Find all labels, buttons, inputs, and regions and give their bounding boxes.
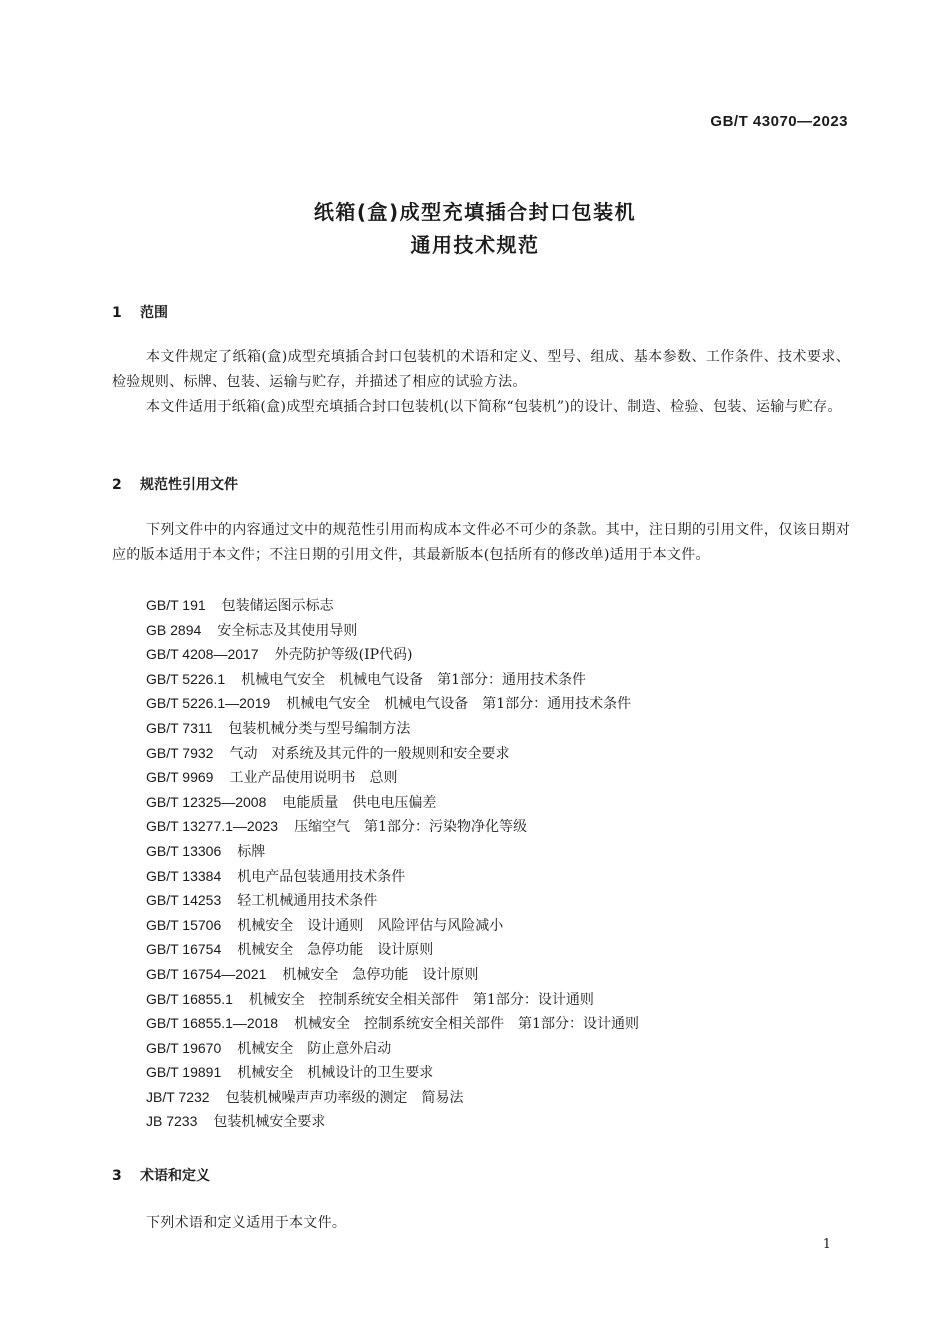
reference-code: GB 2894 xyxy=(146,621,202,638)
reference-item xyxy=(146,864,639,889)
reference-item xyxy=(146,839,639,864)
reference-item xyxy=(146,741,639,766)
section-heading-normative-references xyxy=(112,474,238,494)
reference-code: GB/T 19670 xyxy=(146,1039,222,1056)
section-title: 规范性引用文件 xyxy=(140,477,238,493)
reference-code: GB/T 15706 xyxy=(146,916,222,933)
reference-title: 外壳防护等级(IP代码) xyxy=(274,647,413,664)
reference-item xyxy=(146,1011,639,1036)
reference-title: 机械安全 急停功能 设计原则 xyxy=(282,966,479,983)
reference-item xyxy=(146,667,639,692)
reference-item xyxy=(146,691,639,716)
reference-item xyxy=(146,962,639,987)
reference-item xyxy=(146,716,639,741)
reference-code: JB 7233 xyxy=(146,1113,198,1130)
reference-title: 压缩空气 第1部分：污染物净化等级 xyxy=(294,819,527,836)
reference-code: GB/T 9969 xyxy=(146,769,214,786)
reference-code: GB/T 16754—2021 xyxy=(146,965,267,982)
reference-code: GB/T 19891 xyxy=(146,1064,222,1081)
reference-item xyxy=(146,1036,639,1061)
reference-code: GB/T 16754 xyxy=(146,941,222,958)
page-number: 1 xyxy=(822,1237,831,1252)
section-title: 术语和定义 xyxy=(140,1168,210,1184)
reference-title: 机械安全 控制系统安全相关部件 第1部分：设计通则 xyxy=(294,1016,639,1033)
standard-number: GB/T 43070—2023 xyxy=(710,113,848,130)
reference-code: GB/T 12325—2008 xyxy=(146,793,267,810)
section-number: 1 xyxy=(112,305,122,321)
reference-title: 机械电气安全 机械电气设备 第1部分：通用技术条件 xyxy=(286,696,632,713)
reference-code: GB/T 16855.1—2018 xyxy=(146,1015,279,1032)
reference-item xyxy=(146,1085,639,1110)
section-heading-terms xyxy=(112,1165,210,1185)
reference-item xyxy=(146,814,639,839)
reference-title: 机电产品包装通用技术条件 xyxy=(237,868,406,885)
reference-title: 机械安全 设计通则 风险评估与风险减小 xyxy=(237,917,504,934)
reference-title: 包装机械分类与型号编制方法 xyxy=(228,720,411,737)
reference-item xyxy=(146,937,639,962)
reference-code: GB/T 5226.1—2019 xyxy=(146,695,271,712)
reference-item xyxy=(146,642,639,667)
reference-item xyxy=(146,913,639,938)
reference-title: 机械安全 机械设计的卫生要求 xyxy=(237,1065,434,1082)
reference-title: 气动 对系统及其元件的一般规则和安全要求 xyxy=(229,745,510,762)
reference-title: 机械电气安全 机械电气设备 第1部分：通用技术条件 xyxy=(241,671,587,688)
reference-item xyxy=(146,987,639,1012)
reference-item xyxy=(146,618,639,643)
reference-code: JB/T 7232 xyxy=(146,1088,210,1105)
reference-item xyxy=(146,1109,639,1134)
reference-title: 标牌 xyxy=(237,843,266,860)
reference-code: GB/T 14253 xyxy=(146,892,222,909)
reference-item xyxy=(146,790,639,815)
reference-code: GB/T 16855.1 xyxy=(146,990,233,1007)
terms-intro: 下列术语和定义适用于本文件。 xyxy=(146,1215,347,1231)
normative-references-intro: 下列文件中的内容通过文中的规范性引用而构成本文件必不可少的条款。其中，注日期的引用文件，仅该日期对应的版本适用于本文件；不注日期的引用文件，其最新版本(包括所有的修改单)适用于本文件。 xyxy=(112,522,850,563)
reference-code: GB/T 13277.1—2023 xyxy=(146,818,279,835)
reference-title: 包装机械安全要求 xyxy=(213,1114,326,1131)
reference-code: GB/T 191 xyxy=(146,597,206,613)
reference-item xyxy=(146,593,639,618)
reference-title: 机械安全 急停功能 设计原则 xyxy=(237,942,434,959)
reference-code: GB/T 4208—2017 xyxy=(146,646,259,663)
reference-item xyxy=(146,1060,639,1085)
scope-paragraph-2: 本文件适用于纸箱(盒)成型充填插合封口包装机(以下简称“包装机”)的设计、制造、检验、包装、运输与贮存。 xyxy=(146,399,842,415)
reference-title: 轻工机械通用技术条件 xyxy=(237,893,378,910)
reference-title: 安全标志及其使用导则 xyxy=(217,622,358,639)
reference-title: 工业产品使用说明书 总则 xyxy=(229,770,398,787)
reference-list xyxy=(146,593,639,1134)
reference-title: 包装储运图示标志 xyxy=(221,598,334,614)
document-title-line-2: 通用技术规范 xyxy=(410,233,540,257)
reference-title: 电能质量 供电电压偏差 xyxy=(282,794,437,811)
reference-code: GB/T 7311 xyxy=(146,719,213,736)
reference-item xyxy=(146,765,639,790)
reference-title: 机械安全 防止意外启动 xyxy=(237,1040,392,1057)
section-number: 3 xyxy=(112,1168,122,1184)
reference-item xyxy=(146,888,639,913)
scope-paragraph-1: 本文件规定了纸箱(盒)成型充填插合封口包装机的术语和定义、型号、组成、基本参数、工作条件、技术要求、检验规则、标牌、包装、运输与贮存，并描述了相应的试验方法。 xyxy=(112,349,850,390)
reference-code: GB/T 7932 xyxy=(146,744,214,761)
section-title: 范围 xyxy=(140,305,168,321)
reference-code: GB/T 13306 xyxy=(146,842,222,859)
document-title-line-1: 纸箱(盒)成型充填插合封口包装机 xyxy=(313,200,637,224)
reference-code: GB/T 5226.1 xyxy=(146,670,226,687)
reference-title: 包装机械噪声声功率级的测定 简易法 xyxy=(225,1089,464,1106)
reference-title: 机械安全 控制系统安全相关部件 第1部分：设计通则 xyxy=(248,991,594,1008)
reference-code: GB/T 13384 xyxy=(146,867,222,884)
section-heading-scope xyxy=(112,302,168,322)
section-number: 2 xyxy=(112,477,122,493)
